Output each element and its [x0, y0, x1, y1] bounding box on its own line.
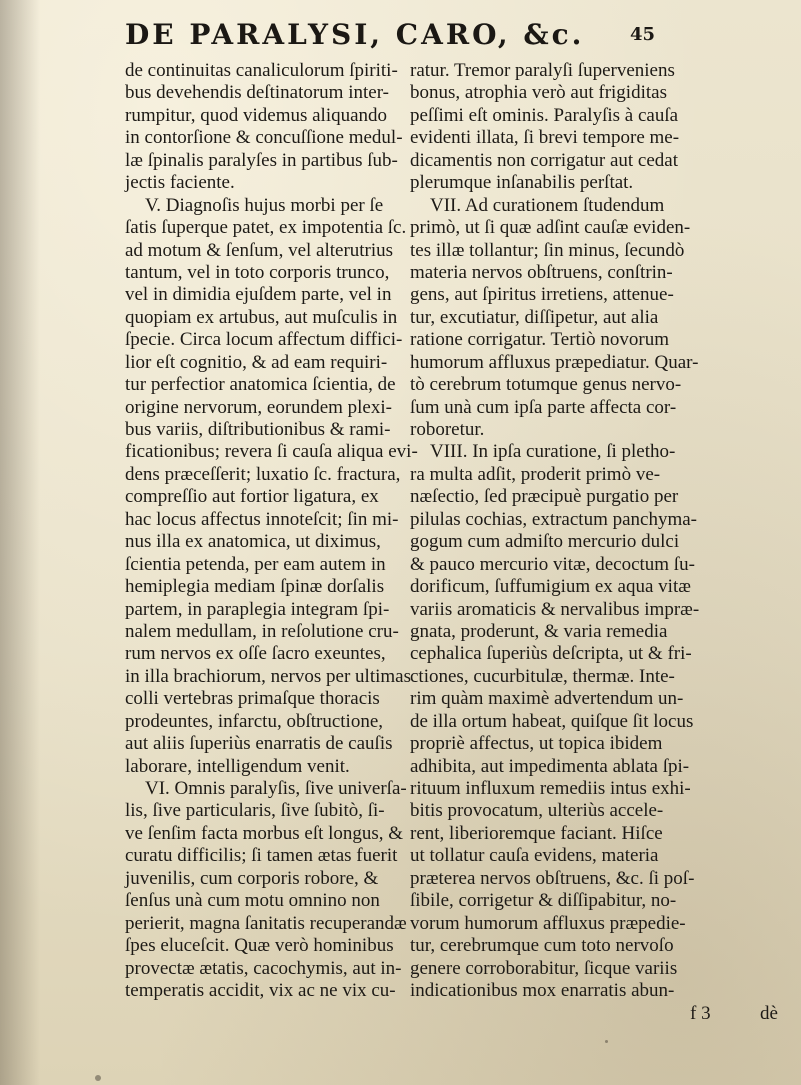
text-line: ſcientia petenda, per eam autem in [125, 553, 386, 575]
text-line: ctiones, cucurbitulæ, thermæ. Inte- [410, 665, 675, 687]
text-line: roboretur. [410, 419, 485, 440]
text-line: plerumque inſanabilis perſtat. [410, 172, 634, 194]
text-line: bus variis, diſtributionibus & rami- [125, 419, 391, 440]
text-line: rent, liberioremque faciant. Hiſce [410, 822, 663, 844]
text-line: præterea nervos obſtruens, &c. ſi poſ- [410, 867, 695, 889]
text-line: rumpitur, quod videmus aliquando [125, 104, 388, 126]
text-line: adhibita, aut impedimenta ablata ſpi- [410, 755, 690, 777]
text-line: V. Diagnoſis hujus morbi per ſe [145, 194, 384, 216]
text-line: ſpes eluceſcit. Quæ verò hominibus [125, 935, 394, 957]
text-line: rituum influxum remediis intus exhi- [410, 778, 691, 799]
text-line: ratione corrigatur. Tertiò novorum [410, 329, 669, 351]
text-line: materia nervos obſtruens, conſtrin- [410, 261, 673, 283]
text-line: partem, in paraplegia integram ſpi- [125, 598, 390, 620]
text-line: in contorſione & concuſſione medul- [125, 127, 403, 149]
text-line: ratur. Tremor paralyſi ſuperveniens [410, 60, 675, 81]
text-line: rum nervos ex oſſe ſacro exeuntes, [125, 643, 386, 665]
text-line: colli vertebras primaſque thoracis [125, 688, 380, 710]
text-line: bus devehendis deſtinatorum inter- [125, 82, 389, 104]
text-line: curatu difficilis; ſi tamen ætas fuerit [125, 845, 398, 867]
text-line: jectis faciente. [125, 172, 235, 194]
signature-mark: f 3 [690, 1003, 711, 1024]
text-line: evidenti illata, ſi brevi tempore me- [410, 127, 680, 149]
text-line: ve ſenſim facta morbus eſt longus, & [125, 822, 404, 844]
text-line: VII. Ad curationem ſtudendum [430, 194, 665, 216]
text-line: ad motum & ſenſum, vel alterutrius [125, 239, 394, 261]
text-line: perierit, magna ſanitatis recuperandæ [125, 912, 407, 934]
text-line: næſectio, ſed præcipuè purgatio per [410, 486, 679, 508]
text-line: ſatis ſuperque patet, ex impotentia ſc. [125, 217, 407, 239]
text-line: vorum humorum affluxus præpedie- [410, 912, 686, 934]
text-line: gens, aut ſpiritus irretiens, attenue- [410, 284, 674, 306]
text-line: origine nervorum, eorundem plexi- [125, 396, 392, 418]
text-line: juvenilis, cum corporis robore, & [125, 867, 379, 889]
text-line: bitis provocatum, ulteriùs accele- [410, 800, 664, 822]
text-line: dorificum, ſuffumigium ex aqua vitæ [410, 576, 691, 598]
running-title: DE PARALYSI, CARO, &c. [125, 18, 585, 51]
text-line: tò cerebrum totumque genus nervo- [410, 374, 682, 396]
text-line: pilulas cochias, extractum panchyma- [410, 508, 698, 530]
text-line: hemiplegia mediam ſpinæ dorſalis [125, 576, 385, 598]
text-line: ſum unà cum ipſa parte affecta cor- [410, 396, 677, 418]
text-line: nalem medullam, in reſolutione cru- [125, 620, 399, 642]
right-text-column [410, 60, 790, 1002]
text-line: dens præceſſerit; luxatio ſc. fractura, [125, 463, 401, 485]
text-line: de illa ortum habeat, quiſque ſit locus [410, 710, 694, 732]
text-line: indicationibus mox enarratis abun- [410, 979, 675, 1001]
text-line: læ ſpinalis paralyſes in partibus ſub- [125, 149, 398, 171]
text-line: hac locus affectus innoteſcit; ſin mi- [125, 508, 399, 530]
text-line: peſſimi eſt ominis. Paralyſis à cauſa [410, 104, 679, 126]
text-line: tes illæ tollantur; ſin minus, ſecundò [410, 239, 685, 261]
catchword: dè [760, 1003, 778, 1024]
text-line: prodeuntes, infarctu, obſtructione, [125, 710, 384, 732]
text-line: tur perfectior anatomica ſcientia, de [125, 374, 396, 396]
text-line: in illa brachiorum, nervos per ultimas [125, 665, 411, 687]
text-line: gogum cum admiſto mercurio dulci [410, 531, 680, 553]
text-line: tantum, vel in toto corporis trunco, [125, 261, 390, 283]
text-line: vel in dimidia ejuſdem parte, vel in [125, 284, 392, 306]
text-line: VI. Omnis paralyſis, ſive univerſa- [145, 778, 407, 799]
text-line: ſenſus unà cum motu omnino non [125, 890, 380, 912]
text-line: primò, ut ſi quæ adſint cauſæ eviden- [410, 217, 691, 239]
text-line: cephalica ſuperiùs deſcripta, ut & fri- [410, 643, 692, 665]
text-line: ra multa adſit, proderit primò ve- [410, 463, 661, 485]
text-line: ficationibus; revera ſi cauſa aliqua evi- [125, 441, 418, 463]
text-line: tur, cerebrumque cum toto nervoſo [410, 935, 674, 957]
text-line: tur, excutiatur, diſſipetur, aut alia [410, 306, 659, 328]
ink-speck [605, 1040, 608, 1043]
text-line: ſibile, corrigetur & diſſipabitur, no- [410, 890, 677, 912]
text-line: genere corroborabitur, ſicque variis [410, 957, 678, 979]
left-text-column [125, 60, 418, 1002]
text-line: lis, ſive particularis, ſive ſubitò, ſi- [125, 800, 385, 822]
text-line: compreſſio aut fortior ligatura, ex [125, 486, 379, 508]
text-line: ut tollatur cauſa evidens, materia [410, 845, 659, 867]
text-line: bonus, atrophia verò aut frigiditas [410, 82, 667, 104]
page-gutter-shadow [0, 0, 40, 1085]
text-line: quopiam ex artubus, aut muſculis in [125, 306, 398, 328]
text-line: provectæ ætatis, cacochymis, aut in- [125, 957, 402, 979]
text-line: propriè affectus, ut topica ibidem [410, 733, 663, 755]
text-line: nus illa ex anatomica, ut diximus, [125, 531, 381, 553]
text-line: temperatis accidit, vix ac ne vix cu- [125, 979, 396, 1001]
text-line: gnata, proderunt, & varia remedia [410, 620, 668, 642]
text-line: aut aliis ſuperiùs enarratis de cauſis [125, 733, 393, 755]
text-line: lior eſt cognitio, & ad eam requiri- [125, 351, 388, 373]
text-line: ſpecie. Circa locum affectum diffici- [125, 329, 403, 351]
ink-speck [95, 1075, 101, 1081]
running-header [125, 18, 795, 54]
text-line: humorum affluxus præpediatur. Quar- [410, 351, 699, 373]
text-line: dicamentis non corrigatur aut cedat [410, 149, 679, 171]
text-line: de continuitas canaliculorum ſpiriti- [125, 60, 398, 81]
text-line: rim quàm maximè advertendum un- [410, 688, 684, 710]
text-line: variis aromaticis & nervalibus impræ- [410, 598, 700, 620]
page-number: 45 [630, 24, 656, 45]
text-line: laborare, intelligendum venit. [125, 755, 350, 777]
text-line: VIII. In ipſa curatione, ſi pletho- [430, 441, 676, 463]
text-line: & pauco mercurio vitæ, decoctum ſu- [410, 553, 695, 575]
